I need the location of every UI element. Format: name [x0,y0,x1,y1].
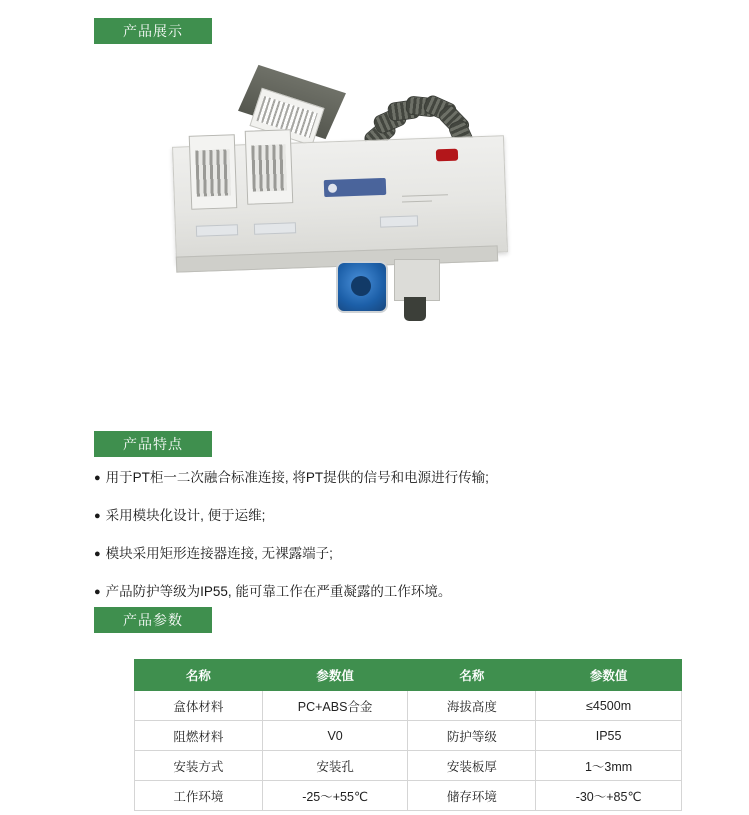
table-cell: 工作环境 [135,781,263,811]
table-cell: 安装方式 [135,751,263,781]
table-row [135,781,682,811]
table-cell: -30～+85℃ [536,781,682,811]
table-cell: 防护等级 [408,721,536,751]
column-header: 参数值 [262,660,408,691]
feature-text: 模块采用矩形连接器连接, 无裸露端子; [105,546,333,561]
bullet-icon: ● [94,586,101,598]
feature-list [94,468,654,620]
port-label [196,224,238,236]
port-label [380,215,418,227]
rectangular-connector [245,129,294,205]
bullet-icon: ● [94,548,101,560]
bullet-icon: ● [94,472,101,484]
table-cell: 安装板厚 [408,751,536,781]
table-row [135,751,682,781]
table-cell: 盒体材料 [135,691,263,721]
port-label [254,222,296,234]
table-row [135,721,682,751]
table-cell: 储存环境 [408,781,536,811]
section-heading-parameters: 产品参数 [94,607,212,633]
table-header-row [135,660,682,691]
table-cell: 1～3mm [536,751,682,781]
feature-text: 产品防护等级为IP55, 能可靠工作在严重凝露的工作环境。 [105,584,452,599]
bullet-icon: ● [94,510,101,522]
table-cell: 阻燃材料 [135,721,263,751]
red-indicator [436,149,458,162]
table-cell: V0 [262,721,408,751]
parameters-table [134,659,682,811]
column-header: 参数值 [536,660,682,691]
table-row [135,691,682,721]
table-cell: 安装孔 [262,751,408,781]
table-cell: ≤4500m [536,691,682,721]
feature-text: 用于PT柜一二次融合标准连接, 将PT提供的信号和电源进行传输; [105,470,489,485]
list-item [94,506,654,526]
grey-junction-box [394,259,440,301]
cable-gland [404,297,426,321]
list-item [94,468,654,488]
list-item [94,544,654,564]
table-cell: IP55 [536,721,682,751]
table-cell: 海拔高度 [408,691,536,721]
blue-power-socket [336,261,388,313]
product-photo [150,75,590,365]
section-heading-showcase: 产品展示 [94,18,212,44]
brand-logo [324,178,387,197]
product-photo-stage [150,75,590,365]
column-header: 名称 [135,660,263,691]
column-header: 名称 [408,660,536,691]
table-cell: -25～+55℃ [262,781,408,811]
rectangular-connector [189,134,238,210]
table-cell: PC+ABS合金 [262,691,408,721]
feature-text: 采用模块化设计, 便于运维; [105,508,266,523]
section-heading-features: 产品特点 [94,431,212,457]
list-item [94,582,654,602]
